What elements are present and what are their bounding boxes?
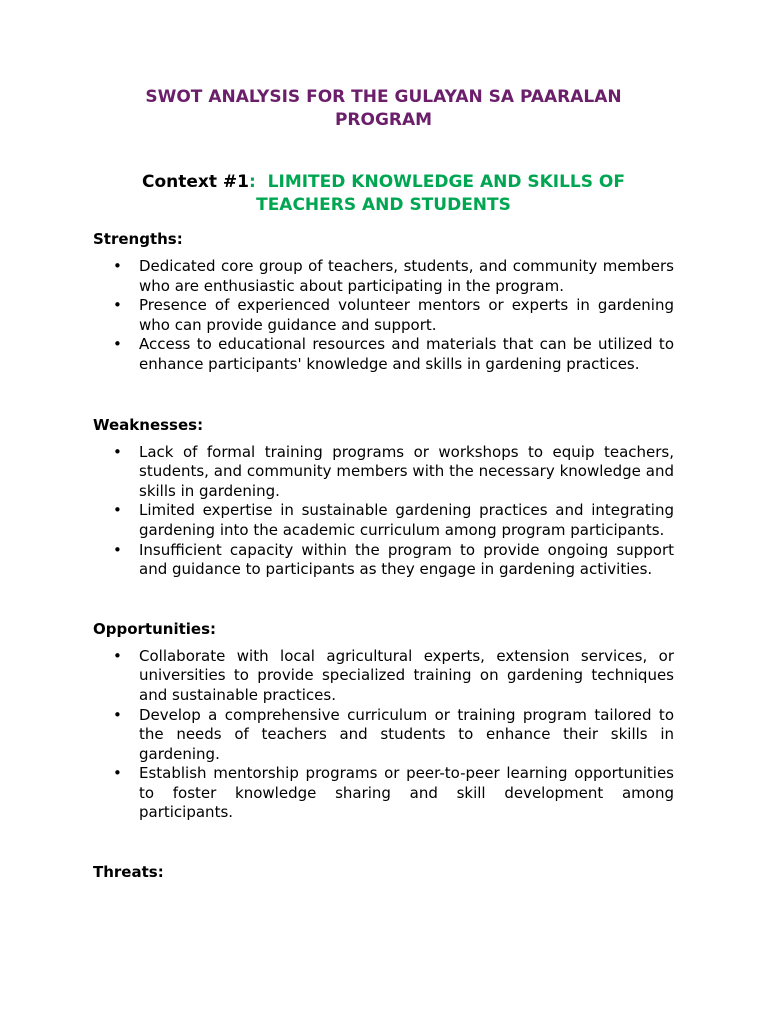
bullet-icon: • — [113, 764, 122, 783]
context-title: LIMITED KNOWLEDGE AND SKILLS OF TEACHERS AND STUDENTS — [256, 172, 625, 215]
context-label: Context #1 — [142, 172, 249, 192]
context-heading — [93, 171, 674, 217]
document-title: SWOT ANALYSIS FOR THE GULAYAN SA PAARALAN PROGRAM — [145, 87, 622, 130]
opportunities-section — [93, 619, 674, 823]
list-item-text: Collaborate with local agricultural experts, extension services, or universities to provide specialized training on gardening techniques and sustainable practices. — [139, 646, 674, 704]
bullet-icon: • — [113, 540, 122, 559]
bullet-icon: • — [113, 296, 122, 315]
list-item-text: Develop a comprehensive curriculum or training program tailored to the needs of teachers and students to enhance their skills in gardening. — [139, 705, 674, 763]
context-colon: : — [249, 172, 256, 192]
list-item-text: Dedicated core group of teachers, students, and community members who are enthusiastic about participating in the program. — [139, 257, 674, 295]
bullet-icon: • — [113, 442, 122, 461]
list-item-text: Lack of formal training programs or workshops to equip teachers, students, and community members with the necessary knowledge and skills in gardening. — [139, 442, 674, 500]
list-item — [93, 706, 674, 765]
bullet-icon: • — [113, 646, 122, 665]
strengths-heading: Strengths: — [93, 230, 183, 248]
weaknesses-heading: Weaknesses: — [93, 415, 204, 434]
weaknesses-section — [93, 415, 674, 580]
list-item — [93, 541, 674, 580]
list-item — [93, 296, 674, 335]
list-item — [93, 257, 674, 296]
strengths-section — [93, 229, 674, 375]
bullet-icon: • — [113, 705, 122, 724]
list-item-text: Access to educational resources and materials that can be utilized to enhance participants' knowledge and skills in gardening practices. — [139, 335, 674, 373]
list-item — [93, 501, 674, 540]
bullet-icon: • — [113, 335, 122, 354]
document-page — [93, 86, 674, 882]
weaknesses-list — [93, 443, 674, 580]
threats-heading: Threats: — [93, 863, 164, 882]
list-item-text: Limited expertise in sustainable gardening practices and integrating gardening into the academic curriculum among program participants. — [139, 501, 674, 539]
strengths-list — [93, 257, 674, 375]
list-item — [93, 647, 674, 706]
list-item — [93, 764, 674, 823]
list-item-text: Establish mentorship programs or peer-to-peer learning opportunities to foster knowledge sharing and skill development among participants. — [139, 764, 674, 822]
bullet-icon: • — [113, 257, 122, 275]
list-item-text: Presence of experienced volunteer mentors or experts in gardening who can provide guidance and support. — [139, 296, 674, 334]
threats-section — [93, 862, 674, 882]
opportunities-heading: Opportunities: — [93, 619, 217, 638]
list-item — [93, 443, 674, 502]
opportunities-list — [93, 647, 674, 823]
list-item — [93, 335, 674, 374]
list-item-text: Insufficient capacity within the program to provide ongoing support and guidance to participants as they engage in gardening activities. — [139, 540, 674, 579]
bullet-icon: • — [113, 501, 122, 520]
